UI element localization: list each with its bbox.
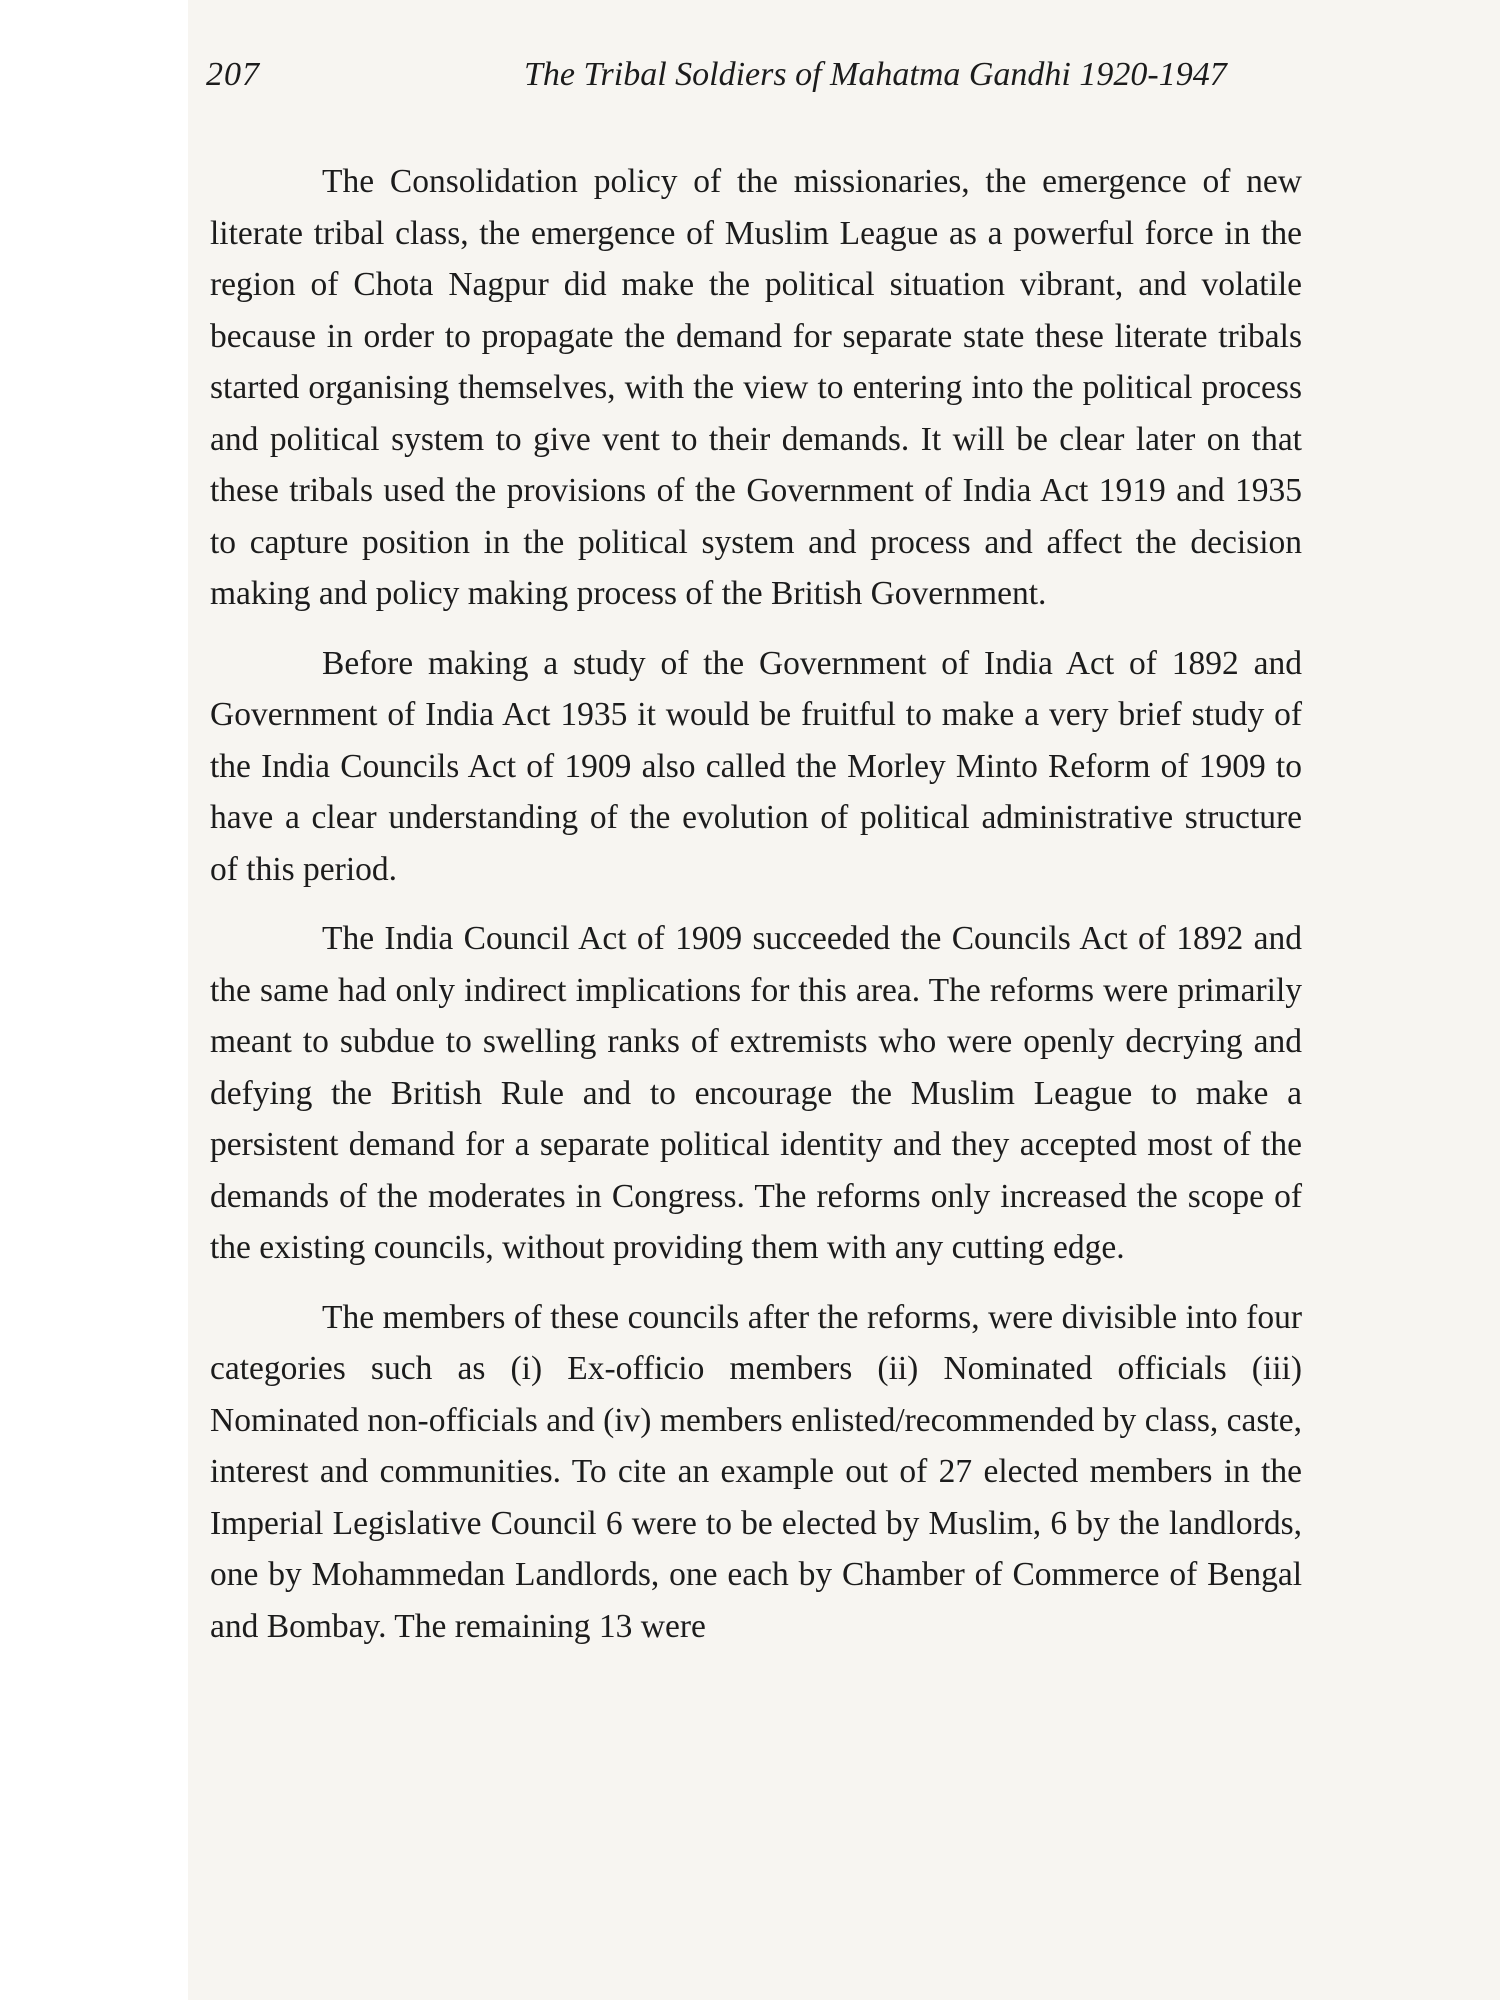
paragraph-india-council-act-1909: The India Council Act of 1909 succeeded the Councils Act of 1892 and the same had only indirect implications for this area. The reforms were primarily meant to subdue to swelling ranks of extremists who were openly decrying and defying the British Rule and to encourage the Muslim League to make a persistent demand for a separate political identity and they accepted most of the demands of the moderates in Congress. The reforms only increased the scope of the existing councils, without providing them with any cutting edge.: [210, 920, 1302, 1266]
paragraph-study-of-acts: Before making a study of the Government of India Act of 1892 and Government of India Act 1935 it would be fruitful to make a very brief study of the India Councils Act of 1909 also called the Morley Minto Reform of 1909 to have a clear understanding of the evolution of political administrative structure of this period.: [210, 644, 1302, 888]
page-number: 207: [206, 56, 260, 93]
running-title: The Tribal Soldiers of Mahatma Gandhi 1920-1947: [524, 56, 1227, 93]
paragraph-consolidation-policy: The Consolidation policy of the missionaries, the emergence of new literate tribal class, the emergence of Muslim League as a powerful force in the region of Chota Nagpur did make the political situation vibrant, and volatile because in order to propagate the demand for separate state these literate tribals started organising themselves, with the view to entering into the political process and political system to give vent to their demands. It will be clear later on that these tribals used the provisions of the Government of India Act 1919 and 1935 to capture position in the political system and process and affect the decision making and policy making process of the British Government.: [210, 163, 1302, 612]
paragraph-council-members: The members of these councils after the reforms, were divisible into four categories such as (i) Ex-officio members (ii) Nominated officials (iii) Nominated non-officials and (iv) members enlisted/recommended by class, caste, interest and communities. To cite an example out of 27 elected members in the Imperial Legislative Council 6 were to be elected by Muslim, 6 by the landlords, one by Mohammedan Landlords, one each by Chamber of Commerce of Bengal and Bombay. The remaining 13 were: [210, 1298, 1302, 1645]
body-text: [210, 156, 1302, 1670]
running-head: [206, 56, 1496, 106]
book-page: [188, 0, 1500, 2000]
